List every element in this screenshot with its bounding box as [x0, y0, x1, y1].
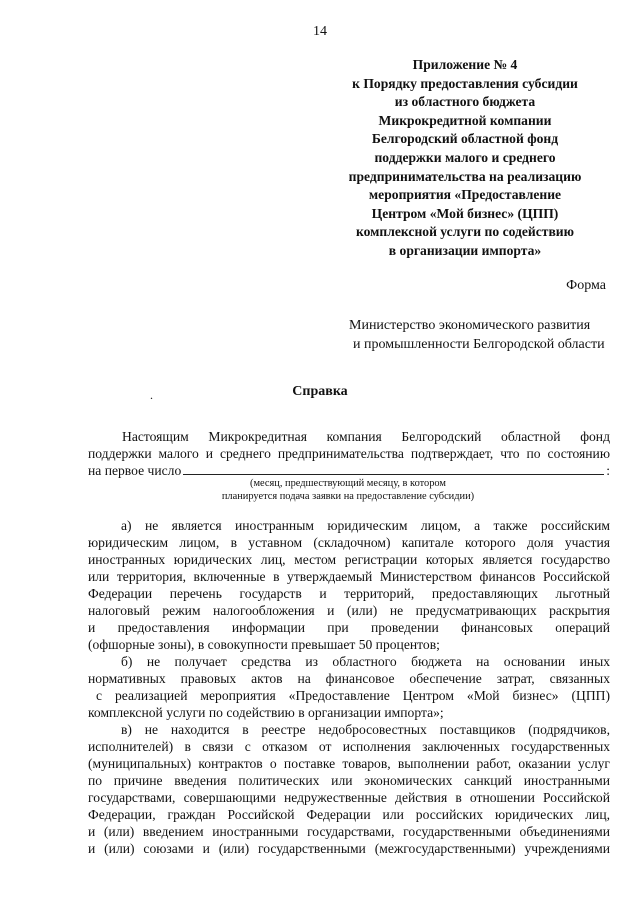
- body-line: комплексной услуги по содействию в организации импорта»;: [88, 705, 444, 720]
- intro-paragraph: [88, 428, 610, 462]
- body-line: исполнителей) в связи с отказом от исполнения заключенных государственных: [88, 739, 610, 754]
- appendix-line: мероприятия «Предоставление: [368, 187, 562, 203]
- appendix-line: Центром «Мой бизнес» (ЦПП): [371, 205, 559, 221]
- body-line: налоговый режим налогообложения и (или) не предусматривающих раскрытия: [88, 603, 610, 618]
- document-title: Справка: [292, 384, 348, 399]
- page-number: 14: [313, 24, 327, 39]
- body-line: иностранных юридических лиц, местом регистрации которых является государство: [88, 552, 610, 567]
- intro-line: Настоящим Микрокредитная компания Белгородский областной фонд: [122, 429, 610, 444]
- scan-speck: .: [150, 388, 153, 402]
- body-line: по причине введения политических или экономических санкций иностранными: [88, 773, 610, 788]
- body-line: Федерации, граждан Российской Федерации или российских юридических лиц,: [88, 807, 610, 822]
- body-line: (муниципальных) контрактов о поставке товаров, выполнении работ, оказании услуг: [88, 756, 610, 771]
- appendix-line: поддержки малого и среднего: [374, 149, 556, 165]
- body-line: б) не получает средства из областного бюджета на основании иных: [121, 654, 610, 669]
- body-line: а) не является иностранным юридическим лицом, а также российским: [121, 518, 610, 533]
- fill-label: на первое число: [88, 463, 182, 478]
- hint-line: планируется подача заявки на предоставление субсидии): [221, 491, 475, 502]
- fill-blank: [183, 462, 604, 475]
- form-label: Форма: [566, 278, 606, 293]
- intro-line: поддержки малого и среднего предпринимательства подтверждает, что по состоянию: [88, 446, 610, 461]
- hint-line: (месяц, предшествующий месяцу, в котором: [249, 478, 447, 489]
- body-line: с реализацией мероприятия «Предоставление Центром «Мой бизнес» (ЦПП): [96, 688, 610, 703]
- appendix-line: в организации импорта»: [388, 242, 542, 258]
- fill-hint: [56, 477, 640, 503]
- body-line: юридическим лицом, в уставном (складочном) капитале которого доля участия: [88, 535, 610, 550]
- body-line: и (или) введением иностранными государствами, государственными объединениями: [88, 824, 610, 839]
- body-line: нормативных правовых актов на финансовое обеспечение затрат, связанных: [88, 671, 610, 686]
- appendix-line: предпринимательства на реализацию: [348, 168, 582, 184]
- appendix-line: из областного бюджета: [394, 94, 536, 110]
- appendix-header: [340, 56, 590, 261]
- body-line: и предоставления информации при проведении финансовых операций: [88, 620, 610, 635]
- appendix-line: Микрокредитной компании: [378, 112, 552, 128]
- addressee: [349, 316, 605, 354]
- body-line: или территория, включенные в утверждаемый Министерством финансов Российской: [88, 569, 610, 584]
- appendix-line: Белгородский областной фонд: [371, 131, 559, 147]
- addressee-line-1: Министерство экономического развития: [349, 318, 591, 333]
- appendix-line: Приложение № 4: [412, 57, 518, 72]
- appendix-line: комплексной услуги по содействию: [355, 224, 575, 240]
- appendix-line: к Порядку предоставления субсидии: [352, 75, 578, 91]
- fill-end: :: [606, 463, 610, 478]
- body-line: и (или) союзами и (или) государственными (межгосударственными) учреждениями: [88, 841, 610, 856]
- addressee-line-2: и промышленности Белгородской области: [353, 337, 605, 352]
- body-line: Федерации перечень государств и территорий, предоставляющих льготный: [88, 586, 610, 601]
- body-line: государствами, совершающими недружественные действия в отношении Российской: [88, 790, 610, 805]
- body-line: в) не находится в реестре недобросовестных поставщиков (подрядчиков,: [121, 722, 610, 737]
- body-line: (офшорные зоны), в совокупности превышает 50 процентов;: [88, 637, 440, 652]
- body-text: [88, 517, 610, 857]
